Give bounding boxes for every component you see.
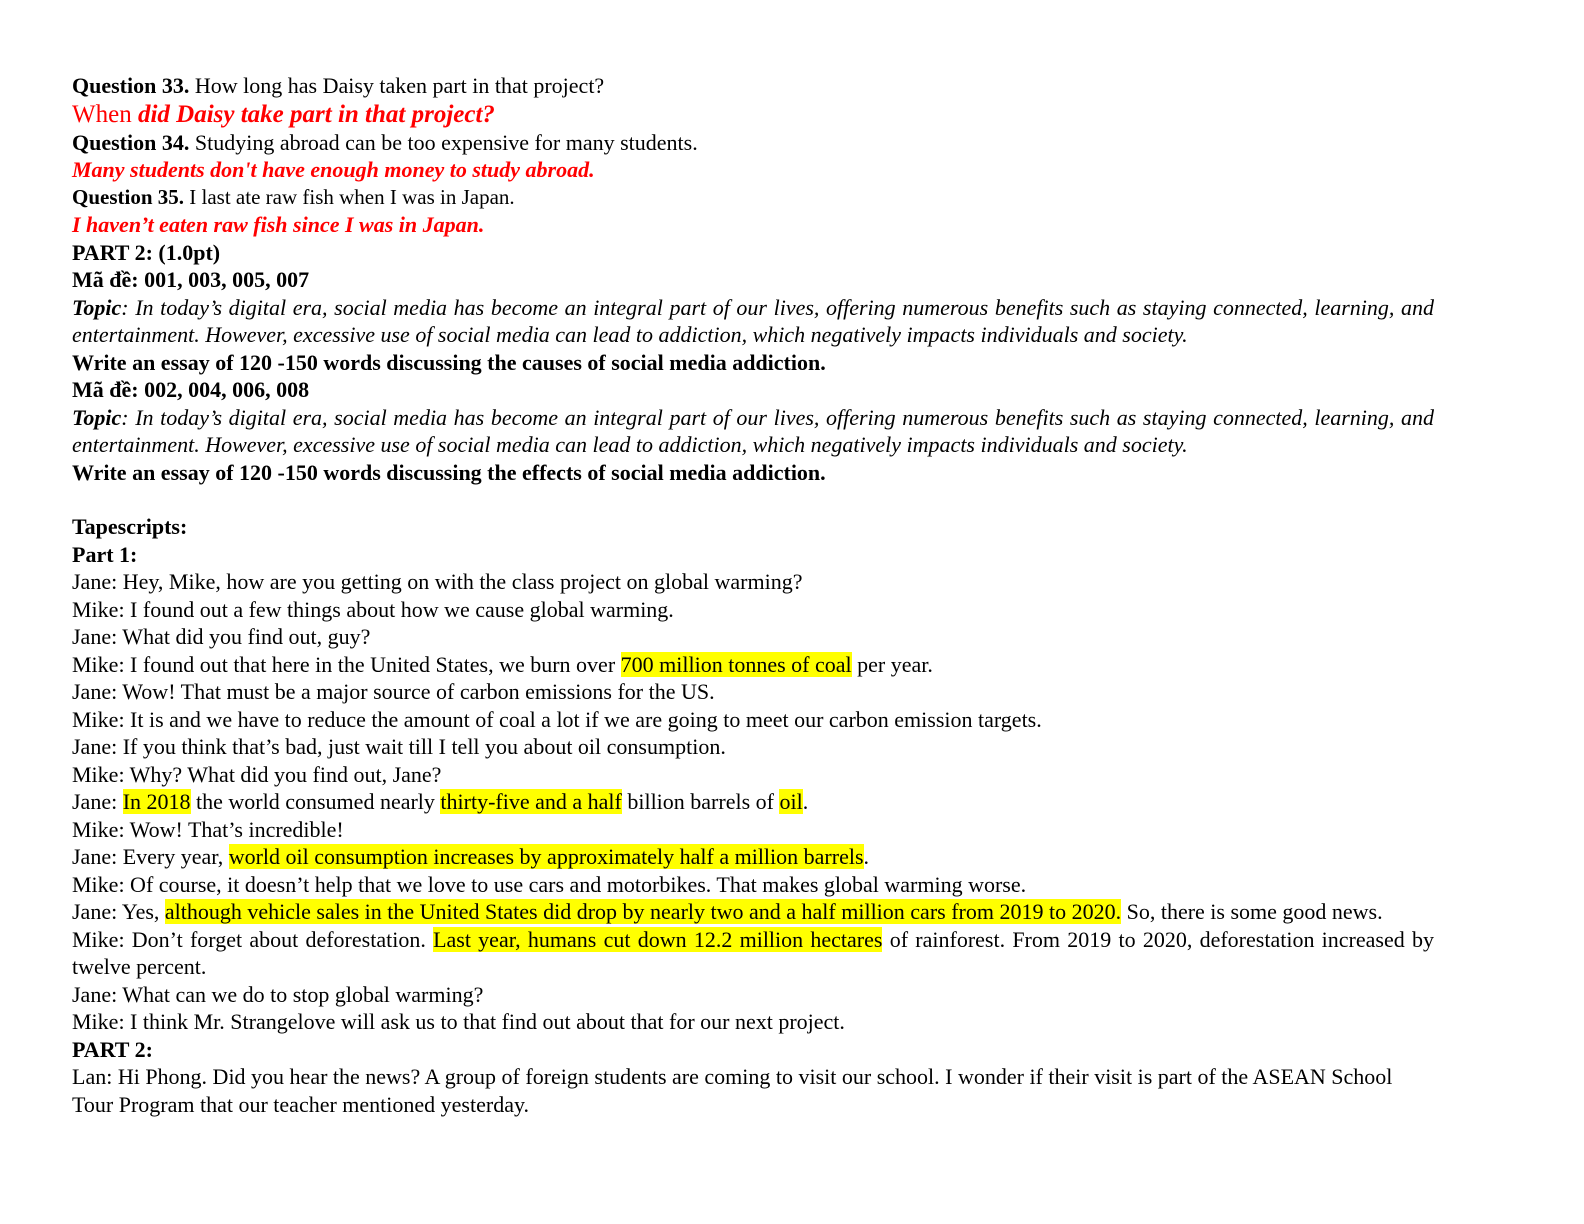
script-line-13-b: So, there is some good news. xyxy=(1121,899,1383,924)
script-line-2: Mike: I found out a few things about how we cause global warming. xyxy=(72,596,674,622)
set1-topic xyxy=(72,294,1434,349)
script-line-11-b: . xyxy=(863,844,870,869)
highlight-2018: In 2018 xyxy=(122,789,191,814)
set2-topic xyxy=(72,404,1434,459)
question-35-label: Question 35. xyxy=(72,184,185,209)
script-line-11-a: Jane: Every year, xyxy=(72,844,229,869)
highlight-oil: oil xyxy=(779,789,803,814)
set2-code: Mã đề: 002, 004, 006, 008 xyxy=(72,377,310,402)
set1-code: Mã đề: 001, 003, 005, 007 xyxy=(72,267,310,292)
question-35 xyxy=(72,184,1434,212)
question-35-answer: I haven’t eaten raw fish since I was in Japan. xyxy=(72,212,485,237)
question-35-text: I last ate raw fish when I was in Japan. xyxy=(184,184,515,209)
script-line-5: Jane: Wow! That must be a major source of carbon emissions for the US. xyxy=(72,679,715,704)
script-line-12: Mike: Of course, it doesn’t help that we love to use cars and motorbikes. That makes global warming worse. xyxy=(72,871,1027,897)
highlight-amount: thirty-five and a half xyxy=(440,789,622,814)
script-line-9 xyxy=(72,788,1434,816)
question-34-label: Question 34. xyxy=(72,129,190,155)
script-line-3: Jane: What did you find out, guy? xyxy=(72,624,371,649)
script-line-11 xyxy=(72,843,1434,871)
script-line-9-a: Jane: xyxy=(72,789,123,814)
script-line-1: Jane: Hey, Mike, how are you getting on with the class project on global warming? xyxy=(72,569,803,594)
question-33 xyxy=(72,72,1434,100)
set2-topic-label: Topic xyxy=(72,404,122,430)
question-34-answer: Many students don't have enough money to study abroad. xyxy=(72,157,595,182)
part2-script-heading: PART 2: xyxy=(72,1036,153,1062)
highlight-hectares: Last year, humans cut down 12.2 million hectares xyxy=(433,926,883,952)
question-33-answer-start: When xyxy=(72,100,138,128)
highlight-oil-consumption: world oil consumption increases by approximately half a million barrels xyxy=(228,844,864,869)
highlight-vehicle-sales: although vehicle sales in the United States did drop by nearly two and a half million cars from 2019 to 2020. xyxy=(164,899,1122,924)
script-line-6: Mike: It is and we have to reduce the amount of coal a lot if we are going to meet our carbon emission targets. xyxy=(72,706,1042,732)
part2-heading: PART 2: (1.0pt) xyxy=(72,239,221,265)
script-line-14-b: of rainforest. From 2019 to 2020, deforestation increased by twelve percent. xyxy=(72,926,1434,979)
set2-task: Write an essay of 120 -150 words discussing the effects of social media addiction. xyxy=(72,459,826,485)
set1-topic-label: Topic xyxy=(72,294,122,320)
question-33-text: How long has Daisy taken part in that project? xyxy=(189,73,605,98)
script-line-16: Mike: I think Mr. Strangelove will ask us to that find out about that for our next project. xyxy=(72,1009,845,1034)
script-line-8: Mike: Why? What did you find out, Jane? xyxy=(72,761,442,787)
spacer xyxy=(72,486,1434,513)
script-line-14-a: Mike: Don’t forget about deforestation. xyxy=(72,926,434,952)
script-line-4 xyxy=(72,651,1434,679)
part1-heading: Part 1: xyxy=(72,541,138,567)
highlight-coal: 700 million tonnes of coal xyxy=(620,651,852,677)
question-33-label: Question 33. xyxy=(72,73,190,98)
script-line-4-a: Mike: I found out that here in the United States, we burn over xyxy=(72,651,621,677)
script-line-4-b: per year. xyxy=(851,651,933,677)
tapescripts-heading: Tapescripts: xyxy=(72,514,188,539)
question-34-text: Studying abroad can be too expensive for many students. xyxy=(189,129,698,155)
script-line-15: Jane: What can we do to stop global warming? xyxy=(72,981,484,1007)
set2-topic-text: : In today’s digital era, social media has become an integral part of our lives, offering numerous benefits such as staying connected, learning, and entertainment. However, excessive use of social media can lead to addiction, which negatively impacts individuals and society. xyxy=(72,404,1434,457)
question-34 xyxy=(72,129,1434,157)
set1-topic-text: : In today’s digital era, social media has become an integral part of our lives, offering numerous benefits such as staying connected, learning, and entertainment. However, excessive use of social media can lead to addiction, which negatively impacts individuals and society. xyxy=(72,294,1434,347)
script-line-9-c: billion barrels of xyxy=(621,789,780,814)
script-line-10: Mike: Wow! That’s incredible! xyxy=(72,816,344,842)
question-33-answer-rest: did Daisy take part in that project? xyxy=(137,100,495,128)
script-line-9-b: the world consumed nearly xyxy=(190,789,441,814)
script-line-13 xyxy=(72,898,1434,926)
script-line-17: Lan: Hi Phong. Did you hear the news? A group of foreign students are coming to visit our school. I wonder if their visit is part of the ASEAN School Tour Program that our teacher mentioned yesterday. xyxy=(72,1064,1393,1117)
script-line-14 xyxy=(72,926,1434,981)
script-line-9-d: . xyxy=(802,789,809,814)
script-line-7: Jane: If you think that’s bad, just wait till I tell you about oil consumption. xyxy=(72,734,726,759)
script-line-13-a: Jane: Yes, xyxy=(72,899,165,924)
question-33-answer xyxy=(72,100,1434,129)
set1-task: Write an essay of 120 -150 words discussing the causes of social media addiction. xyxy=(72,349,826,375)
